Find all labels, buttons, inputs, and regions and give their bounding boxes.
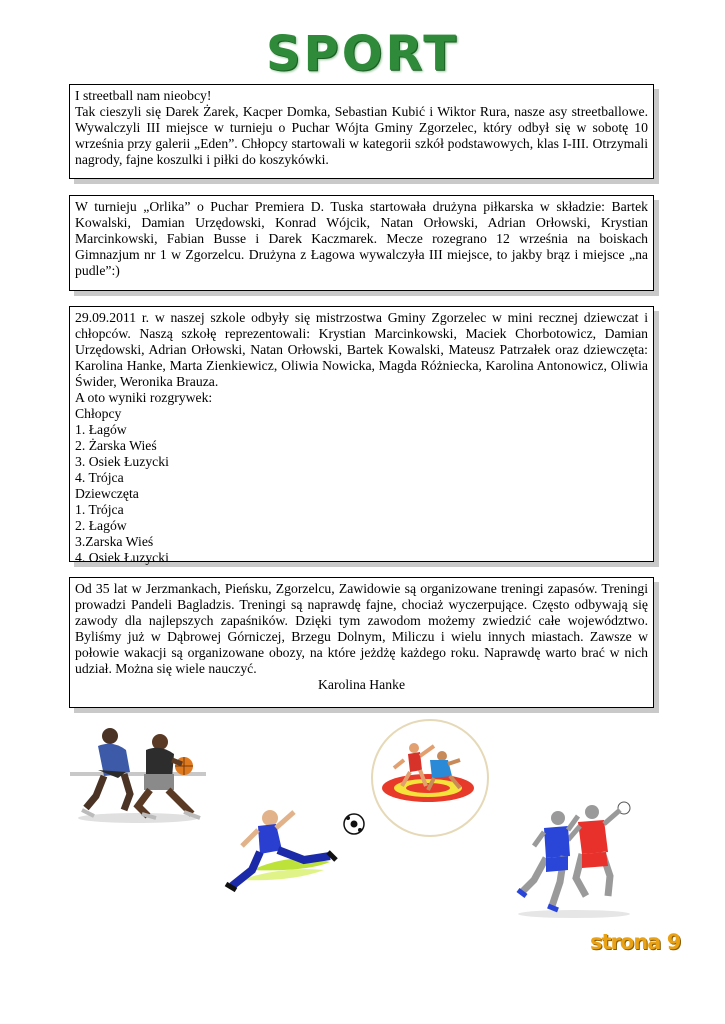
results-intro: A oto wyniki rozgrywek:: [75, 390, 213, 405]
article-streetball: [69, 84, 654, 179]
article-heading: I streetball nam nieobcy!: [75, 88, 212, 103]
wrestlers-on-mat-icon: [368, 716, 492, 840]
article-text: Od 35 lat w Jerzmankach, Pieńsku, Zgorzelcu, Zawidowie są organizowane treningi zapasów. Treningi prowadzi Pandeli Bagladzis. Treningi są naprawdę fajne, chociaż wyczerpujące. Często odbywają się zawody dla najlepszych zapaśników. Dzięki tym zawodom możemy zwiedzić całe województwo. Byliśmy już w Dąbrowej Górniczej, Brzegu Dolnym, Miliczu i wielu innych miastach. Zawsze w połowie wakacji są organizowane obozy, na które jeżdżę każdego roku. Naprawdę warto brać w nich udział. Można się wiele nauczyć.: [75, 581, 648, 676]
results-item: 4. Osiek Łuzycki: [75, 550, 169, 565]
results-item: 2. Żarska Wieś: [75, 438, 157, 453]
article-text: W turnieju „Orlika” o Puchar Premiera D. Tuska startowała drużyna piłkarska w składzie: Bartek Kowalski, Damian Urzędowski, Konrad Wójcik, Natan Orłowski, Adrian Orłowski, Krystian Marcinkowski, Fabian Busse i Darek Kaczmarek. Mecze rozegrano 12 września na boiskach Gimnazjum nr 1 w Zgorzelcu. Drużyna z Łagowa wywalczyła III miejsce, to jakby brąz i miejsce „na pudle”:): [75, 199, 648, 278]
article-handball-championship: [69, 306, 654, 565]
article-signature: Karolina Hanke: [317, 677, 406, 692]
article-text: 29.09.2011 r. w naszej szkole odbyły się mistrzostwa Gminy Zgorzelec w mini recznej dziewczat i chłopców. Naszą szkołę reprezentowali: Krystian Marcinkowski, Maciek Chorbotowicz, Damian Urzędowski, Adrian Orłowski, Natan Orłowski, Bartek Kowalski, Mateusz Patrzałek oraz dziewczęta: Karolina Hanke, Marta Zienkiewicz, Oliwia Nowicka, Magda Różniecka, Karolina Antonowicz, Oliwia Świder, Weronika Brauza.: [75, 310, 648, 389]
results-heading-girls: Dziewczęta: [75, 486, 139, 501]
article-orlik-football: [69, 195, 654, 291]
results-item: 4. Trójca: [75, 470, 124, 485]
handball-players-icon: [512, 796, 642, 920]
results-item: 3.Zarska Wieś: [75, 534, 154, 549]
results-item: 3. Osiek Łuzycki: [75, 454, 169, 469]
results-item: 2. Łagów: [75, 518, 127, 533]
page-title: SPORT: [265, 26, 460, 82]
results-item: 1. Trójca: [75, 502, 124, 517]
footballer-kicking-icon: [212, 800, 372, 904]
results-item: 1. Łagów: [75, 422, 127, 437]
results-heading-boys: Chłopcy: [75, 406, 122, 421]
article-wrestling: [69, 577, 654, 708]
streetball-players-icon: [68, 720, 210, 824]
article-text: Tak cieszyli się Darek Żarek, Kacper Domka, Sebastian Kubić i Wiktor Rura, nasze asy streetballowe. Wywalczyli III miejsce w turnieju o Puchar Wójta Gminy Zgorzelec, który odbył się w sobotę 10 września przy galerii „Eden”. Chłopcy startowali w kategorii szkół podstawowych, klas I-III. Otrzymali nagrody, fajne koszulki i piłki do koszykówki.: [75, 104, 648, 167]
page-number: strona 9: [590, 930, 681, 954]
